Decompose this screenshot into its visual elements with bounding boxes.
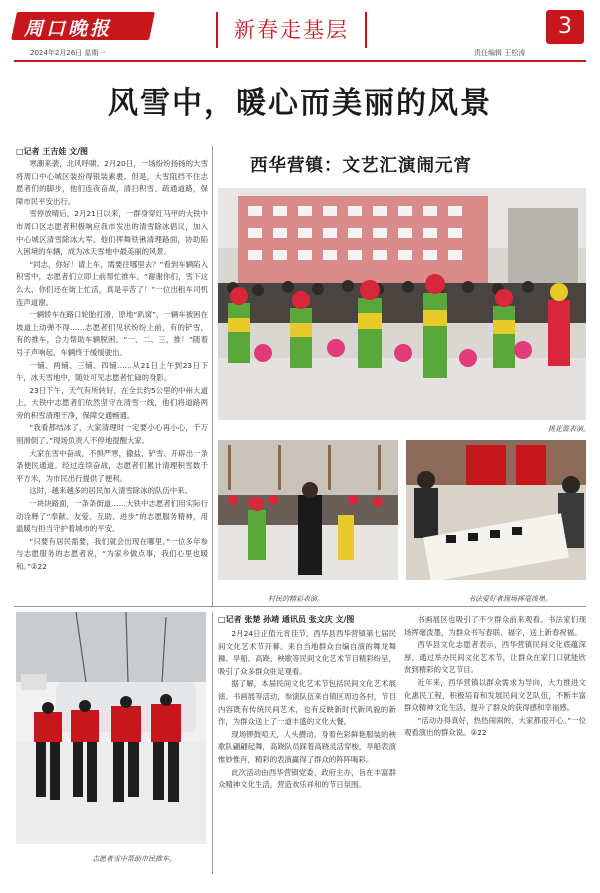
photo-yangko-dance (218, 188, 586, 420)
photo-volunteers-push-car (16, 612, 206, 844)
paragraph: 大家在雪中奋战，不惧严寒，撒盐、铲雪、开辟出一条条便民通道。经过连续奋战，志愿者们累计清理积雪数千平方米，为市民出行提供了便利。 (16, 448, 208, 483)
article2-body-col1 (218, 628, 396, 872)
paragraph: 雪停放晴后，2月21日以来，一群身穿红马甲的大铁中市周口区志愿者积极响应我市发出的清雪除冰倡议，加入中心城区清雪除冰大军。他们挥舞铁锹清理路面，协助陷入困境的车辆，成为冰天雪地中最美丽的风景。 (16, 209, 208, 257)
paragraph: 一辆轿车在路口轮胎打滑，原地“趴窝”，一辆车被困在坡道上动弹不得……志愿者们见状纷纷上前，有的铲雪，有的推车，合力帮助车辆脱困。“一、二、三，推！”随着号子声响起，车辆终于缓缓驶出。 (16, 310, 208, 357)
paragraph: 一铺、两铺、三铺、四铺……从21日上午到23日下午，冰天雪地中，随处可见志愿者忙碌的身影。 (16, 360, 208, 383)
paragraph: “同志，你好！请上车，需要往哪里去？”看到车辆陷入积雪中，志愿者们立即上前帮忙推车。“谢谢你们，雪下这么大，你们还在街上忙活，真是辛苦了！”一位出租车司机连声道谢。 (16, 259, 208, 307)
page-headline: 风雪中，暖心而美丽的风景 (108, 86, 492, 121)
article2-byline: □记者 张楚 孙靖 通讯员 张文庆 文/图 (218, 615, 355, 624)
caption-photo4: 志愿者雪中帮助市民推车。 (92, 855, 176, 863)
column-divider-bottom (212, 612, 213, 874)
paragraph: 据了解，本届民间文化艺术节包括民间文化艺术展演、书画展等活动，参演队伍来自镇区周边各村，节目内容既有传统民间艺术，也有反映新时代新风貌的新作，为群众送上了一道丰盛的文化大餐。 (218, 679, 396, 727)
caption-photo3: 书法爱好者现场挥毫泼墨。 (468, 595, 552, 603)
paragraph: 这时，越来越多的居民加入清雪除冰的队伍中来。 (29, 486, 192, 496)
paragraph: 2月24日正值元宵佳节，西华县西华营镇第七届民间文化艺术节开幕。来自当地群众自编自演的舞龙舞狮、旱船、高跷、秧歌等民间文化艺术节目精彩纷呈，吸引了众多群众驻足观看。 (218, 629, 396, 676)
editor-credit: 责任编辑 王松涛 (474, 49, 526, 57)
masthead-rule (14, 60, 586, 62)
paragraph: 此次活动由西华营镇党委、政府主办，旨在丰富群众精神文化生活，营造欢乐祥和的节日氛围。 (218, 767, 396, 790)
caption-photo2: 村民的精彩表演。 (268, 595, 324, 603)
paragraph: “活动办得真好，热热闹闹的，大家都很开心。”一位观看演出的群众说。②22 (404, 715, 586, 738)
paragraph: 23日下午，天气有所转好，在全长约5公里的中州大道上，大铁中志愿者们依然坚守在清雪一线，他们将道路两旁的积雪清理干净，保障交通畅通。 (16, 385, 208, 420)
article2-body-col2 (404, 614, 586, 872)
paragraph: 一块块路面，一条条街道……大铁中志愿者们用实际行动诠释了“奉献、友爱、互助、进步”的志愿服务精神，用温暖与担当守护着城市的平安。 (16, 499, 208, 534)
issue-date: 2024年2月26日 星期一 (30, 49, 106, 57)
column-divider (212, 146, 213, 606)
paragraph: 近年来，西华营镇以群众需求为导向，大力推进文化惠民工程，积极培育和发展民间文艺队伍，不断丰富群众精神文化生活，提升了群众的获得感和幸福感。 (404, 677, 586, 713)
caption-photo1: 挑花篮表演。 (548, 425, 590, 433)
paragraph: “我看都结冰了，大家清理时一定要小心再小心，千万别滑倒了。”现场负责人不停地提醒大家。 (16, 423, 208, 446)
photo-villagers-performance (218, 440, 398, 580)
page-number: 3 (546, 10, 584, 44)
paragraph: 书画展区也吸引了不少群众前来观看。书法家们现场挥毫泼墨，为群众书写春联、福字，送上新春祝福。 (404, 615, 586, 637)
newspaper-logo: 周口晚报 (24, 18, 113, 40)
paragraph: 现场锣鼓喧天，人头攒动。身着色彩鲜艳服装的秧歌队翩翩起舞，高跷队员踩着高跷灵活穿梭，旱船表演惟妙惟肖，精彩的表演赢得了群众的阵阵喝彩。 (218, 729, 396, 764)
article1-body (16, 158, 208, 588)
article1-byline: □记者 王吉娃 文/图 (16, 147, 89, 156)
photo-calligraphy (406, 440, 586, 580)
paragraph: 寒潮来袭，北风呼啸。2月20日，一场纷纷扬扬的大雪将周口中心城区装扮得银装素裹。但是，大雪阻挡不住志愿者们的脚步，他们连夜奋战，清扫积雪、疏通道路，保障市民平安出行。 (16, 159, 208, 206)
paragraph: “只要有居民需要，我们就会出现在哪里。”一位多年参与志愿服务的志愿者说，“为家乡做点事，我们心里也暖和。”②22 (16, 536, 208, 571)
section-title: 新春走基层 (216, 12, 367, 48)
paragraph: 西华县文化志愿者表示，西华营镇民间文化底蕴深厚，通过举办民间文化艺术节，让群众在家门口就能欣赏到精彩的文艺节目。 (404, 640, 586, 675)
section-divider (14, 606, 586, 607)
article2-subhead: 西华营镇：文艺汇演闹元宵 (250, 156, 472, 176)
